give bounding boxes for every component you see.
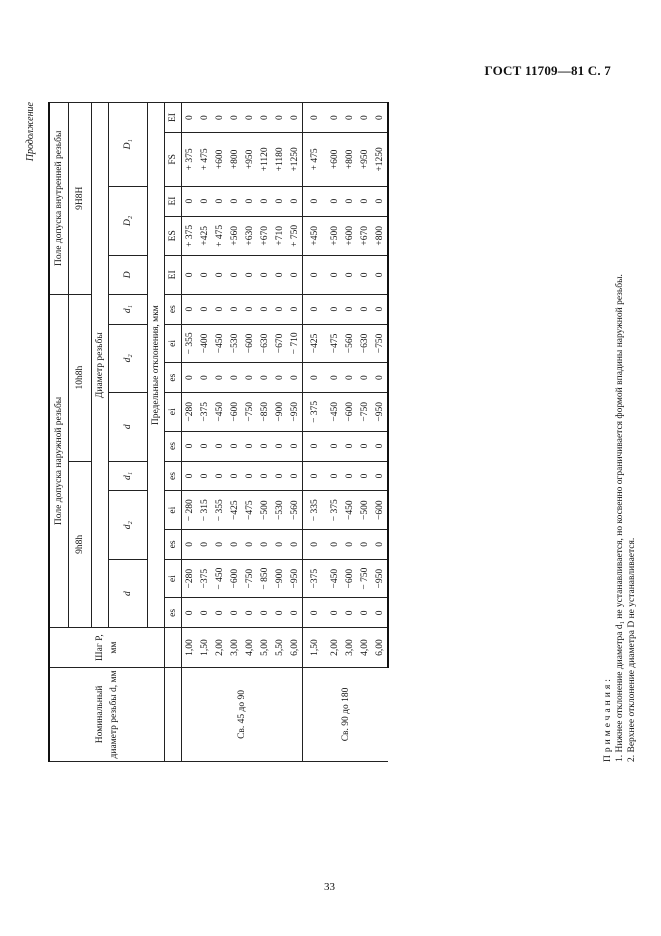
table-row	[212, 103, 227, 762]
value-cell: 0	[242, 461, 257, 491]
value-cell: 0	[287, 431, 303, 461]
value-cell: −950	[372, 393, 388, 432]
value-cell: −375	[303, 559, 328, 598]
value-cell: −750	[357, 393, 372, 432]
value-cell: 0	[197, 294, 212, 324]
step-cell: 4,00	[242, 628, 257, 668]
external-field-header: Поле допуска наружной резьбы	[49, 294, 69, 628]
value-cell: +1120	[257, 133, 272, 186]
value-cell: − 850	[257, 559, 272, 598]
step-header: Шаг P, мм	[49, 628, 165, 668]
value-cell: + 475	[303, 133, 328, 186]
value-cell: 0	[272, 363, 287, 393]
value-cell: 0	[227, 598, 242, 628]
value-cell: 0	[212, 363, 227, 393]
notes	[602, 102, 638, 762]
value-cell: 0	[372, 461, 388, 491]
value-cell: 0	[212, 598, 227, 628]
value-cell: 0	[242, 103, 257, 133]
value-cell: 0	[342, 461, 357, 491]
value-cell: 0	[303, 103, 328, 133]
value-cell: 0	[212, 529, 227, 559]
value-cell: 0	[327, 431, 342, 461]
diam-d-2: d	[109, 393, 148, 461]
value-cell: −900	[272, 559, 287, 598]
value-cell: −950	[372, 559, 388, 598]
value-cell: +800	[342, 133, 357, 186]
diam-d1-1: d₁	[109, 461, 148, 491]
value-cell: −475	[327, 324, 342, 363]
col-es-3: es	[165, 461, 182, 491]
value-cell: + 375	[182, 133, 198, 186]
table-row	[197, 103, 212, 762]
value-cell: 0	[372, 598, 388, 628]
value-cell: 0	[197, 529, 212, 559]
value-cell: 0	[257, 186, 272, 216]
value-cell: 0	[257, 294, 272, 324]
class-10h8h: 10h8h	[69, 294, 92, 461]
rotated-table-area	[25, 100, 637, 762]
value-cell: +600	[342, 216, 357, 256]
table-row	[242, 103, 257, 762]
notes-title: Примечания:	[603, 676, 613, 762]
value-cell: 0	[342, 186, 357, 216]
value-cell: −375	[197, 559, 212, 598]
value-cell: −560	[287, 491, 303, 530]
value-cell: 0	[272, 256, 287, 295]
diam-D1: D₁	[109, 103, 148, 187]
step-cell: 5,50	[272, 628, 287, 668]
table-row	[257, 103, 272, 762]
value-cell: 0	[327, 598, 342, 628]
diam-D: D	[109, 256, 148, 295]
value-cell: 0	[272, 186, 287, 216]
value-cell: 0	[372, 103, 388, 133]
limit-deviation-header: Предельные отклонения, мкм	[148, 103, 165, 628]
value-cell: − 355	[182, 324, 198, 363]
value-cell: −600	[372, 491, 388, 530]
value-cell: 0	[372, 529, 388, 559]
value-cell: 0	[357, 363, 372, 393]
value-cell: 0	[197, 186, 212, 216]
table-row	[287, 103, 303, 762]
value-cell: 0	[327, 294, 342, 324]
value-cell: −600	[227, 393, 242, 432]
col-EI-3: EI	[165, 103, 182, 133]
col-es-4: es	[165, 431, 182, 461]
value-cell: + 375	[182, 216, 198, 256]
value-cell: −425	[303, 324, 328, 363]
value-cell: +500	[327, 216, 342, 256]
value-cell: 0	[257, 431, 272, 461]
value-cell: 0	[342, 103, 357, 133]
value-cell: 0	[257, 529, 272, 559]
value-cell: −450	[212, 393, 227, 432]
value-cell: 0	[327, 529, 342, 559]
value-cell: − 375	[303, 393, 328, 432]
value-cell: +1180	[272, 133, 287, 186]
value-cell: 0	[182, 431, 198, 461]
diam-d2-1: d₂	[109, 491, 148, 559]
value-cell: 0	[303, 294, 328, 324]
value-cell: 0	[327, 363, 342, 393]
note-1: 1. Нижнее отклонение диаметра d₁ не устанавливается, но косвенно ограничивается формой впадины наружной резьбы.	[615, 274, 625, 762]
page-number: 33	[324, 881, 335, 893]
value-cell: 0	[357, 186, 372, 216]
value-cell: 0	[357, 461, 372, 491]
value-cell: −950	[287, 393, 303, 432]
value-cell: +950	[357, 133, 372, 186]
value-cell: −950	[287, 559, 303, 598]
step-cell: 1,00	[182, 628, 198, 668]
value-cell: +630	[242, 216, 257, 256]
step-cell: 4,00	[357, 628, 372, 668]
value-cell: 0	[372, 294, 388, 324]
value-cell: 0	[357, 431, 372, 461]
value-cell: 0	[287, 186, 303, 216]
step-cell: 2,00	[327, 628, 342, 668]
value-cell: 0	[272, 103, 287, 133]
internal-field-header: Поле допуска внутренней резьбы	[49, 103, 69, 295]
value-cell: 0	[287, 461, 303, 491]
value-cell: 0	[227, 529, 242, 559]
value-cell: 0	[227, 256, 242, 295]
blank-col-1	[165, 667, 182, 761]
document-header: ГОСТ 11709—81 С. 7	[484, 63, 611, 78]
value-cell: +800	[227, 133, 242, 186]
value-cell: + 750	[287, 216, 303, 256]
value-cell: −530	[227, 324, 242, 363]
value-cell: 0	[197, 256, 212, 295]
col-es-5: es	[165, 363, 182, 393]
value-cell: −750	[242, 393, 257, 432]
value-cell: 0	[212, 461, 227, 491]
value-cell: 0	[227, 431, 242, 461]
value-cell: 0	[182, 598, 198, 628]
value-cell: 0	[357, 256, 372, 295]
col-FS: FS	[165, 133, 182, 186]
value-cell: 0	[182, 186, 198, 216]
value-cell: 0	[342, 529, 357, 559]
value-cell: 0	[197, 103, 212, 133]
value-cell: − 335	[303, 491, 328, 530]
step-cell: 3,00	[227, 628, 242, 668]
table-row	[357, 103, 372, 762]
value-cell: 0	[242, 529, 257, 559]
value-cell: −400	[197, 324, 212, 363]
value-cell: 0	[212, 294, 227, 324]
value-cell: 0	[272, 431, 287, 461]
value-cell: 0	[287, 598, 303, 628]
blank-col-2	[165, 628, 182, 668]
table-row	[372, 103, 388, 762]
value-cell: 0	[303, 363, 328, 393]
value-cell: 0	[257, 363, 272, 393]
value-cell: 0	[242, 598, 257, 628]
value-cell: 0	[327, 256, 342, 295]
value-cell: 0	[272, 529, 287, 559]
value-cell: 0	[303, 256, 328, 295]
value-cell: +1250	[372, 133, 388, 186]
col-ei-5: ei	[165, 324, 182, 363]
step-cell: 1,50	[303, 628, 328, 668]
value-cell: 0	[327, 461, 342, 491]
value-cell: 0	[342, 294, 357, 324]
value-cell: 0	[327, 103, 342, 133]
value-cell: 0	[327, 186, 342, 216]
value-cell: 0	[212, 256, 227, 295]
value-cell: +600	[327, 133, 342, 186]
col-es-2: es	[165, 529, 182, 559]
value-cell: 0	[182, 461, 198, 491]
value-cell: 0	[182, 256, 198, 295]
value-cell: −530	[272, 491, 287, 530]
step-cell: 6,00	[372, 628, 388, 668]
value-cell: −425	[227, 491, 242, 530]
value-cell: 0	[303, 529, 328, 559]
value-cell: 0	[227, 186, 242, 216]
table-row	[303, 103, 328, 762]
diam-d2-2: d₂	[109, 324, 148, 392]
value-cell: −450	[212, 324, 227, 363]
value-cell: −630	[257, 324, 272, 363]
value-cell: 0	[342, 363, 357, 393]
value-cell: 0	[342, 431, 357, 461]
table-body	[182, 103, 389, 762]
value-cell: 0	[257, 598, 272, 628]
value-cell: 0	[242, 256, 257, 295]
value-cell: 0	[372, 431, 388, 461]
value-cell: 0	[342, 598, 357, 628]
table-row	[182, 103, 198, 762]
thread-diameter-header: Диаметр резьбы	[92, 103, 109, 628]
value-cell: +1250	[287, 133, 303, 186]
value-cell: −600	[242, 324, 257, 363]
value-cell: 0	[197, 363, 212, 393]
value-cell: − 750	[357, 559, 372, 598]
value-cell: −450	[327, 559, 342, 598]
class-9H8H: 9H8H	[69, 103, 92, 295]
value-cell: 0	[287, 529, 303, 559]
value-cell: 0	[372, 256, 388, 295]
value-cell: +425	[197, 216, 212, 256]
value-cell: 0	[303, 186, 328, 216]
value-cell: −900	[272, 393, 287, 432]
value-cell: 0	[242, 186, 257, 216]
step-cell: 5,00	[257, 628, 272, 668]
value-cell: − 375	[327, 491, 342, 530]
col-ES: ES	[165, 216, 182, 256]
value-cell: −600	[342, 393, 357, 432]
value-cell: 0	[242, 431, 257, 461]
value-cell: 0	[197, 598, 212, 628]
value-cell: −280	[182, 559, 198, 598]
value-cell: 0	[182, 363, 198, 393]
step-cell: 6,00	[287, 628, 303, 668]
value-cell: −500	[357, 491, 372, 530]
value-cell: +950	[242, 133, 257, 186]
value-cell: 0	[197, 461, 212, 491]
value-cell: +670	[357, 216, 372, 256]
value-cell: +560	[227, 216, 242, 256]
value-cell: − 450	[212, 559, 227, 598]
diam-d-1: d	[109, 559, 148, 627]
table-row	[272, 103, 287, 762]
value-cell: 0	[227, 363, 242, 393]
value-cell: −475	[242, 491, 257, 530]
value-cell: −375	[197, 393, 212, 432]
value-cell: 0	[357, 598, 372, 628]
value-cell: + 475	[212, 216, 227, 256]
value-cell: 0	[182, 529, 198, 559]
value-cell: 0	[287, 256, 303, 295]
value-cell: −600	[342, 559, 357, 598]
class-9h8h: 9h8h	[69, 461, 92, 628]
value-cell: +670	[257, 216, 272, 256]
col-ei-2: ei	[165, 491, 182, 530]
value-cell: +450	[303, 216, 328, 256]
value-cell: 0	[182, 103, 198, 133]
value-cell: 0	[272, 461, 287, 491]
continuation-label: Продолжение	[25, 102, 36, 162]
col-ei-1: ei	[165, 559, 182, 598]
value-cell: + 475	[197, 133, 212, 186]
col-EI-2: EI	[165, 186, 182, 216]
value-cell: 0	[257, 461, 272, 491]
value-cell: 0	[303, 431, 328, 461]
value-cell: 0	[227, 103, 242, 133]
value-cell: −560	[342, 324, 357, 363]
value-cell: 0	[242, 294, 257, 324]
value-cell: −280	[182, 393, 198, 432]
nominal-diameter-header: Номинальный диаметр резьбы d, мм	[49, 667, 165, 761]
value-cell: 0	[342, 256, 357, 295]
value-cell: 0	[357, 294, 372, 324]
note-2: 2. Верхнее отклонение диаметра D не устанавливается.	[627, 537, 637, 762]
value-cell: − 710	[287, 324, 303, 363]
table-row	[342, 103, 357, 762]
value-cell: 0	[227, 294, 242, 324]
value-cell: 0	[212, 431, 227, 461]
value-cell: 0	[303, 461, 328, 491]
value-cell: 0	[272, 598, 287, 628]
value-cell: −850	[257, 393, 272, 432]
value-cell: 0	[257, 256, 272, 295]
value-cell: +600	[212, 133, 227, 186]
value-cell: 0	[357, 103, 372, 133]
value-cell: 0	[372, 186, 388, 216]
step-cell: 1,50	[197, 628, 212, 668]
value-cell: 0	[272, 294, 287, 324]
value-cell: − 280	[182, 491, 198, 530]
value-cell: +800	[372, 216, 388, 256]
value-cell: 0	[242, 363, 257, 393]
value-cell: 0	[303, 598, 328, 628]
value-cell: 0	[257, 103, 272, 133]
value-cell: −750	[372, 324, 388, 363]
value-cell: 0	[212, 186, 227, 216]
col-ei-4: ei	[165, 393, 182, 432]
diam-D2: D₂	[109, 186, 148, 256]
step-cell: 2,00	[212, 628, 227, 668]
value-cell: +710	[272, 216, 287, 256]
col-EI-1: EI	[165, 256, 182, 295]
value-cell: 0	[287, 103, 303, 133]
value-cell: 0	[372, 363, 388, 393]
value-cell: −500	[257, 491, 272, 530]
value-cell: − 355	[212, 491, 227, 530]
col-es-1: es	[165, 598, 182, 628]
step-cell: 3,00	[342, 628, 357, 668]
table-row	[227, 103, 242, 762]
value-cell: 0	[287, 294, 303, 324]
value-cell: 0	[287, 363, 303, 393]
tolerance-table	[48, 102, 389, 762]
value-cell: −750	[242, 559, 257, 598]
value-cell: −450	[342, 491, 357, 530]
value-cell: −600	[227, 559, 242, 598]
value-cell: 0	[212, 103, 227, 133]
diam-d1-2: d₁	[109, 294, 148, 324]
group-label: Св. 90 до 180	[303, 667, 389, 761]
value-cell: 0	[227, 461, 242, 491]
value-cell: −670	[272, 324, 287, 363]
table-row	[327, 103, 342, 762]
value-cell: −450	[327, 393, 342, 432]
value-cell: − 315	[197, 491, 212, 530]
col-es-6: es	[165, 294, 182, 324]
value-cell: 0	[197, 431, 212, 461]
group-label: Св. 45 до 90	[182, 667, 303, 761]
value-cell: −630	[357, 324, 372, 363]
value-cell: 0	[182, 294, 198, 324]
value-cell: 0	[357, 529, 372, 559]
